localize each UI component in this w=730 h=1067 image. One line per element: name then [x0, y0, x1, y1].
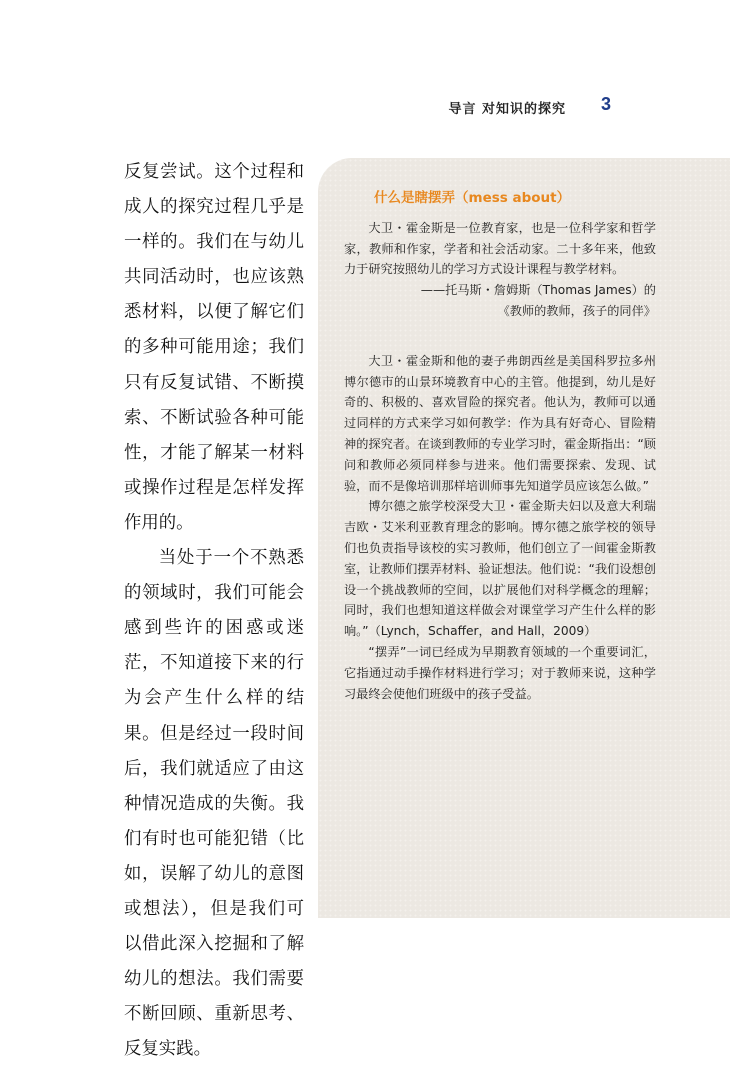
- page-number: 3: [601, 94, 612, 114]
- running-header: [0, 94, 730, 124]
- sidebar-content: [344, 188, 656, 704]
- quote-attribution-author: ——托马斯・詹姆斯（Thomas James）的: [420, 283, 656, 298]
- main-paragraph-2: 当处于一个不熟悉的领域时，我们可能会感到些许的困惑或迷茫，不知道接下来的行为会产生什么样的结果。但是经过一段时间后，我们就适应了由这种情况造成的失衡。我们有时也可能犯错（比如，误解了幼儿的意图或想法），但是我们可以借此深入挖掘和了解幼儿的想法。我们需要不断回顾、重新思考、反复实践。: [124, 548, 304, 1060]
- sidebar-paragraph-2: 博尔德之旅学校深受大卫・霍金斯夫妇以及意大利瑞吉欧・艾米利亚教育理念的影响。博尔德之旅学校的领导们也负责指导该校的实习教师，他们创立了一间霍金斯教室，让教师们摆弄材料、验证想法。他们说：“我们设想创设一个挑战教师的空间，以扩展他们对科学概念的理解；同时，我们也想知道这样做会对课堂学习产生什么样的影响。”（Lynch，Schaffer，and Hall，2009）: [344, 499, 656, 639]
- quote-attribution-source: 《教师的教师，孩子的同伴》: [497, 303, 656, 318]
- running-header-title: 导言 对知识的探究: [448, 102, 566, 117]
- main-text-column: [124, 155, 304, 1067]
- sidebar-spacer: [344, 322, 656, 351]
- sidebar-title: 什么是瞎摆弄（mess about）: [374, 190, 571, 206]
- sidebar-box: [318, 158, 730, 918]
- sidebar-paragraph-3: “摆弄”一词已经成为早期教育领域的一个重要词汇，它指通过动手操作材料进行学习；对于教师来说，这种学习最终会使他们班级中的孩子受益。: [344, 644, 656, 701]
- sidebar-quote: 大卫・霍金斯是一位教育家，也是一位科学家和哲学家，教师和作家，学者和社会活动家。二十多年来，他致力于研究按照幼儿的学习方式设计课程与教学材料。: [344, 220, 656, 277]
- sidebar-paragraph-1: 大卫・霍金斯和他的妻子弗朗西丝是美国科罗拉多州博尔德市的山景环境教育中心的主管。他提到，幼儿是好奇的、积极的、喜欢冒险的探究者。他认为，教师可以通过同样的方式来学习如何教学：作为具有好奇心、冒险精神的探究者。在谈到教师的专业学习时，霍金斯指出：“顾问和教师必须同样参与进来。他们需要探索、发现、试验，而不是像培训那样培训师事先知道学员应该怎么做。”: [344, 353, 656, 493]
- main-paragraph-1: 反复尝试。这个过程和成人的探究过程几乎是一样的。我们在与幼儿共同活动时，也应该熟悉材料，以便了解它们的多种可能用途；我们只有反复试错、不断摸索、不断试验各种可能性，才能了解某一材料或操作过程是怎样发挥作用的。: [124, 162, 304, 533]
